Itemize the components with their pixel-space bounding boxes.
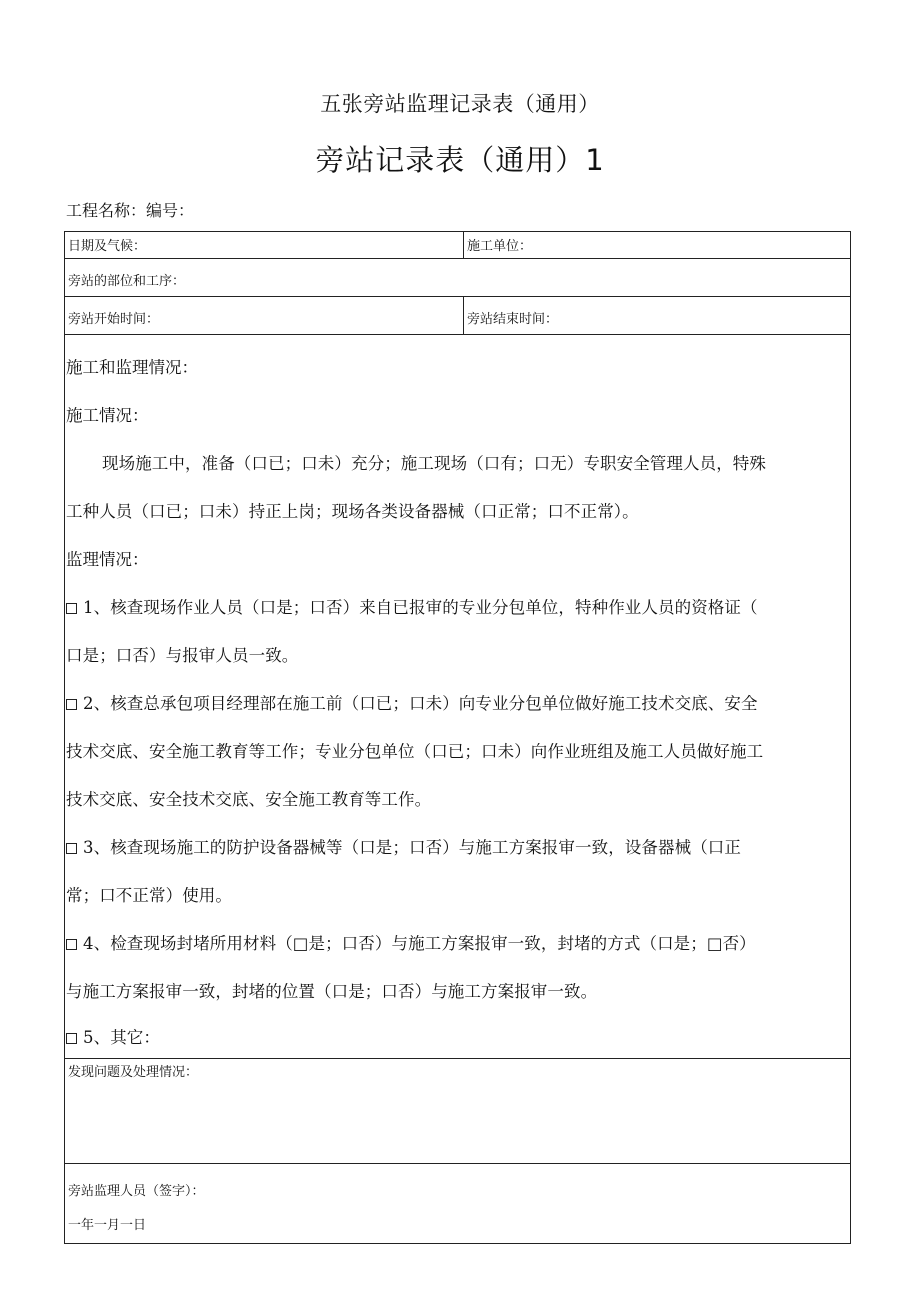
supervisor-sign-label: 旁站监理人员（签字）： [68,1184,205,1199]
supervision-item-1-cont: 口是；口否）与报审人员一致。 [66,646,299,665]
supervision-item-5 [66,1016,844,1060]
issues-label: 发现问题及处理情况： [68,1065,199,1080]
item-3-checkbox[interactable] [66,843,77,854]
construction-unit-label: 施工单位： [467,239,533,254]
divider [463,232,464,258]
supervision-item-4 [66,920,844,968]
divider [65,1163,850,1164]
project-name-and-number: 工程名称：编号： [66,201,195,220]
divider [463,296,464,334]
supervision-item-2 [66,680,844,728]
situation-section [66,344,844,1060]
record-form-table [64,231,851,1244]
construction-heading: 施工情况： [66,406,149,425]
item-2-checkbox[interactable] [66,699,77,710]
date-weather-label: 日期及气候： [68,239,147,254]
item-4-text: 4、检查现场封堵所用材料（□是；口否）与施工方案报审一致，封堵的方式（口是；□否） [83,934,756,953]
divider [65,1058,850,1059]
item-1-checkbox[interactable] [66,603,77,614]
item-2-text: 2、核查总承包项目经理部在施工前（口已；口未）向专业分包单位做好施工技术交底、安全 [83,694,758,713]
supervision-item-1 [66,584,844,632]
site-position-label: 旁站的部位和工序： [68,274,186,289]
item-4-checkbox[interactable] [66,939,77,950]
sign-date: 一年一月一日 [68,1218,147,1233]
supervision-heading: 监理情况： [66,550,149,569]
form-title: 旁站记录表（通用）1 [315,143,605,177]
item-5-checkbox[interactable] [66,1033,77,1044]
item-3-text: 3、核查现场施工的防护设备器械等（口是；口否）与施工方案报审一致，设备器械（口正 [83,838,741,857]
situation-heading: 施工和监理情况： [66,358,198,377]
supervision-item-3-cont: 常；口不正常）使用。 [66,886,232,905]
item-5-text: 5、其它： [83,1028,160,1047]
supervision-item-3 [66,824,844,872]
divider [65,334,850,335]
end-time-label: 旁站结束时间： [467,312,559,327]
divider [65,258,850,259]
document-title: 五张旁站监理记录表（通用） [320,92,600,116]
construction-text-line: 现场施工中，准备（口已；口未）充分；施工现场（口有；口无）专职安全管理人员，特殊 [102,454,766,473]
supervision-item-2-cont: 技术交底、安全施工教育等工作；专业分包单位（口已；口未）向作业班组及施工人员做好施工 [66,742,764,761]
supervision-item-2-cont: 技术交底、安全技术交底、安全施工教育等工作。 [66,790,432,809]
supervision-item-4-cont: 与施工方案报审一致，封堵的位置（口是；口否）与施工方案报审一致。 [66,982,598,1001]
start-time-label: 旁站开始时间： [68,312,160,327]
divider [65,296,850,297]
construction-text-line: 工种人员（口已；口未）持正上岗；现场各类设备器械（口正常；口不正常）。 [66,502,639,521]
item-1-text: 1、核查现场作业人员（口是；口否）来自已报审的专业分包单位，特种作业人员的资格证（ [83,598,758,617]
